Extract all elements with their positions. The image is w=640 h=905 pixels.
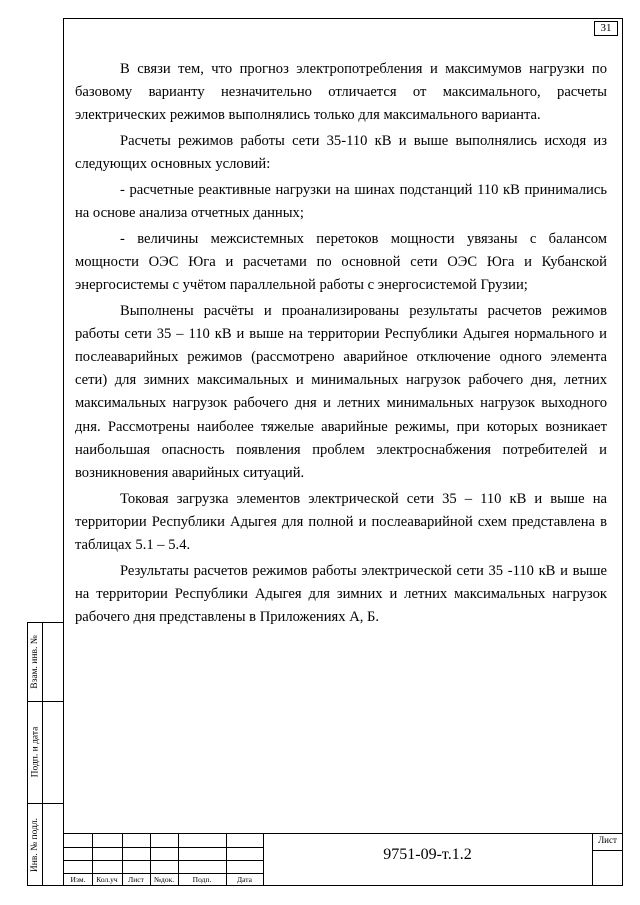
paragraph: Выполнены расчёты и проанализированы результаты расчетов режимов работы сети 35 – 110 кВ и выше на территории Республики Адыгея нормального и послеаварийных режимов (рассмотрено аварийное отключение одного элемента сети) для зимних максимальных и минимальных нагрузок рабочего дня, летних максимальных нагрузок рабочего дня и летних минимальных нагрузок выходного дня. Рассмотрены наиболее тяжелые аварийные режимы, при которых возникает наибольшая опасность появления проблем электроснабжения потребителей и возникновения аварийных ситуаций.	[75, 302, 607, 482]
stamp-header: Изм.	[70, 875, 86, 884]
strip-divider	[42, 623, 43, 885]
stamp-line	[64, 873, 263, 874]
paragraph: Токовая загрузка элементов электрической сети 35 – 110 кВ и выше на территории Республики Адыгея для полной и послеаварийной схем представлена в таблицах 5.1 – 5.4.	[75, 490, 607, 554]
stamp-header: Дата	[237, 875, 252, 884]
stamp-header: Лист	[128, 875, 144, 884]
strip-label-inv-orig: Инв. № подл.	[30, 817, 41, 873]
strip-label-replace-inv: Взам. инв. №	[30, 635, 41, 689]
stamp-line	[64, 860, 263, 861]
paragraph: Результаты расчетов режимов работы электрической сети 35 -110 кВ и выше на территории Республики Адыгея для зимних и летних максимальных нагрузок рабочего дня представлены в Приложениях А, Б.	[75, 562, 607, 626]
list-item: - величины межсистемных перетоков мощности увязаны с балансом мощности ОЭС Юга и расчетами по основной сети ОЭС Юга и Кубанской энергосистемы с учётом параллельной работы с энергосистемой Грузии;	[75, 230, 607, 293]
binding-strip	[27, 622, 64, 886]
paragraph: Расчеты режимов работы сети 35-110 кВ и выше выполнялись исходя из следующих основных условий:	[75, 133, 607, 173]
stamp-line	[263, 834, 264, 885]
sheet-label: Лист	[598, 835, 617, 845]
stamp-header: №док.	[153, 875, 175, 884]
body-text	[75, 58, 607, 632]
list-item: - расчетные реактивные нагрузки на шинах подстанций 110 кВ принимались на основе анализа отчетных данных;	[75, 181, 607, 221]
stamp-line	[64, 847, 263, 848]
stamp-header: Подп.	[192, 875, 212, 884]
document-code: 9751-09-т.1.2	[383, 846, 472, 863]
paragraph: В связи тем, что прогноз электропотребления и максимумов нагрузки по базовому варианту незначительно отличается от максимального, расчеты электрических режимов выполнялись только для максимального варианта.	[75, 61, 607, 124]
stamp-header: Кол.уч	[96, 875, 118, 884]
strip-label-sign-date: Подп. и дата	[30, 726, 41, 778]
stamp-line	[592, 850, 622, 851]
page-number: 31	[594, 21, 618, 36]
